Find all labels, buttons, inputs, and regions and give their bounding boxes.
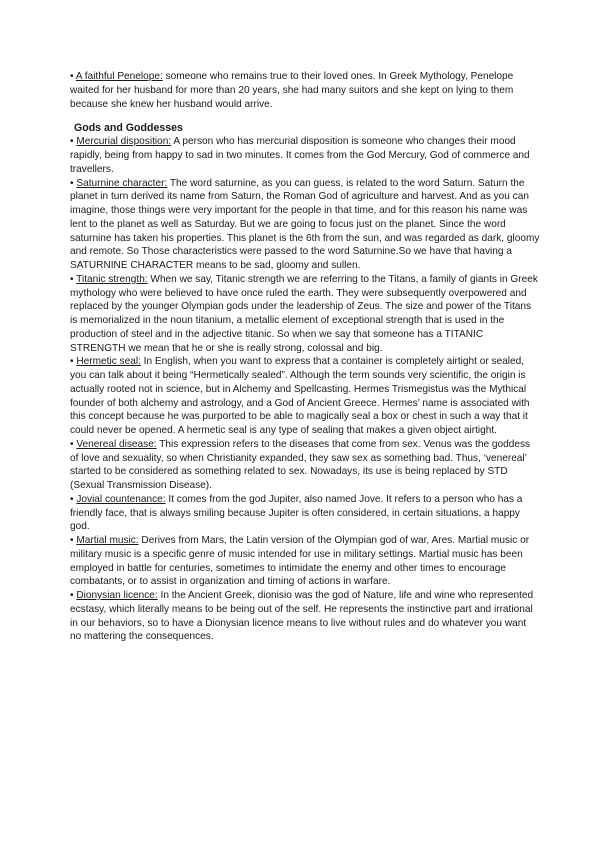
entry-jovial-countenance	[70, 493, 540, 534]
entry-mercurial-disposition	[70, 135, 540, 176]
bullet: •	[70, 438, 74, 450]
definition-mercurial-disposition: A person who has mercurial disposition is someone who changes their mood rapidly, being from happy to sad in two minutes. It comes from the God Mercury, God of commerce and travellers.	[70, 136, 530, 175]
entry-dionysian-licence	[70, 589, 540, 644]
term-martial-music: Martial music:	[76, 535, 139, 546]
term-jovial-countenance: Jovial countenance:	[76, 493, 166, 505]
term-hermetic-seal: Hermetic seal:	[76, 356, 141, 368]
definition-venereal-disease: This expression refers to the diseases that come from sex. Venus was the goddess of love and sexuality, so when Christianity expanded, they saw sex as something bad. Thus, ‘venereal’ started to be considered as something related to sex. Nowadays, its use is being replaced by STD (Sexual Transmission Disease).	[70, 438, 531, 491]
term-saturnine-character: Saturnine character:	[76, 177, 168, 189]
bullet: •	[70, 493, 74, 505]
bullet: •	[70, 356, 74, 368]
entry-faithful-penelope	[70, 70, 540, 111]
document-page	[70, 70, 540, 644]
definition-faithful-penelope: someone who remains true to their loved ones. In Greek Mythology, Penelope waited for her husband for more than 20 years, she had many suitors and she kept on lying to them because she knew her husband would arrive.	[70, 71, 514, 110]
section-heading: Gods and Goddesses	[74, 122, 183, 135]
term-venereal-disease: Venereal disease:	[76, 438, 157, 450]
term-faithful-penelope: A faithful Penelope:	[75, 71, 163, 82]
definition-martial-music: Derives from Mars, the Latin version of the Olympian god of war, Ares. Martial music or military music is a specific genre of music intended for use in military settings. Martial music has been employed in battle for centuries, sometimes to intimidate the enemy and other times to encourage combatants, or to assist in organization and timing of actions in warfare.	[70, 535, 530, 588]
definition-hermetic-seal: In English, when you want to express that a container is completely airtight or sealed, you can talk about it being “Hermetically sealed”. Although the term sounds very scientific, the origin is actually rooted not in science, but in Alchemy and Spellcasting. Hermes Trismegistus was the Mythical founder of both alchemy and astrology, and a God of Ancient Greece. Hermes’ name is associated with this concept because he was purported to be able to magically seal a box or chest in such a way that it could never be opened. A hermetic seal is any type of sealing that makes a given object airtight.	[70, 356, 530, 436]
bullet: •	[70, 535, 74, 546]
bullet: •	[70, 273, 74, 285]
entry-venereal-disease	[70, 438, 540, 493]
definition-jovial-countenance: It comes from the god Jupiter, also named Jove. It refers to a person who has a friendly face, that is always smiling because Jupiter is often considered, in certain situations, a happy god.	[70, 493, 523, 533]
term-dionysian-licence: Dionysian licence:	[76, 590, 158, 601]
entry-martial-music	[70, 534, 540, 589]
term-mercurial-disposition: Mercurial disposition:	[76, 136, 172, 148]
entry-saturnine-character	[70, 177, 540, 273]
entry-hermetic-seal	[70, 355, 540, 438]
bullet: •	[70, 71, 74, 82]
term-titanic-strength: Titanic strength:	[76, 273, 148, 285]
definition-titanic-strength: When we say, Titanic strength we are referring to the Titans, a family of giants in Greek mythology who were believed to have once ruled the earth. They were subsequently overpowered and replaced by the younger Olympian gods under the leadership of Zeus. The size and power of the Titans is memorialized in the noun titanium, a metallic element of exceptional strength that is used in the production of steel and in the adjective titanic. So when we say that someone has a TITANIC STRENGTH we mean that he or she is really strong, colossal and big.	[70, 273, 538, 354]
definition-saturnine-character: The word saturnine, as you can guess, is related to the word Saturn. Saturn the planet in turn derived its name from Saturn, the Roman God of agriculture and harvest. And as you can imagine, those things were very important for the people in that time, and for this reason his name was lent to the planet as well as Saturday. But we are going to focus just on the planet. Since the word saturnine has taken his properties. This planet is the 6th from the sun, and was regarded as dark, gloomy and remote. So Those characteristics were passed to the word Saturnine.So we have that having a SATURNINE CHARACTER means to be sad, gloomy and sullen.	[70, 177, 540, 271]
bullet: •	[70, 177, 74, 189]
bullet: •	[70, 590, 74, 601]
entry-titanic-strength	[70, 273, 540, 356]
definition-dionysian-licence: In the Ancient Greek, dionisio was the god of Nature, life and wine who represented ecstasy, which literally means to be being out of the self. He represents the instinctive part and irrational in our behaviors, so to have a Dionysian licence means to live without rules and do whatever you want no mattering the consequences.	[70, 590, 534, 643]
bullet: •	[70, 136, 74, 148]
